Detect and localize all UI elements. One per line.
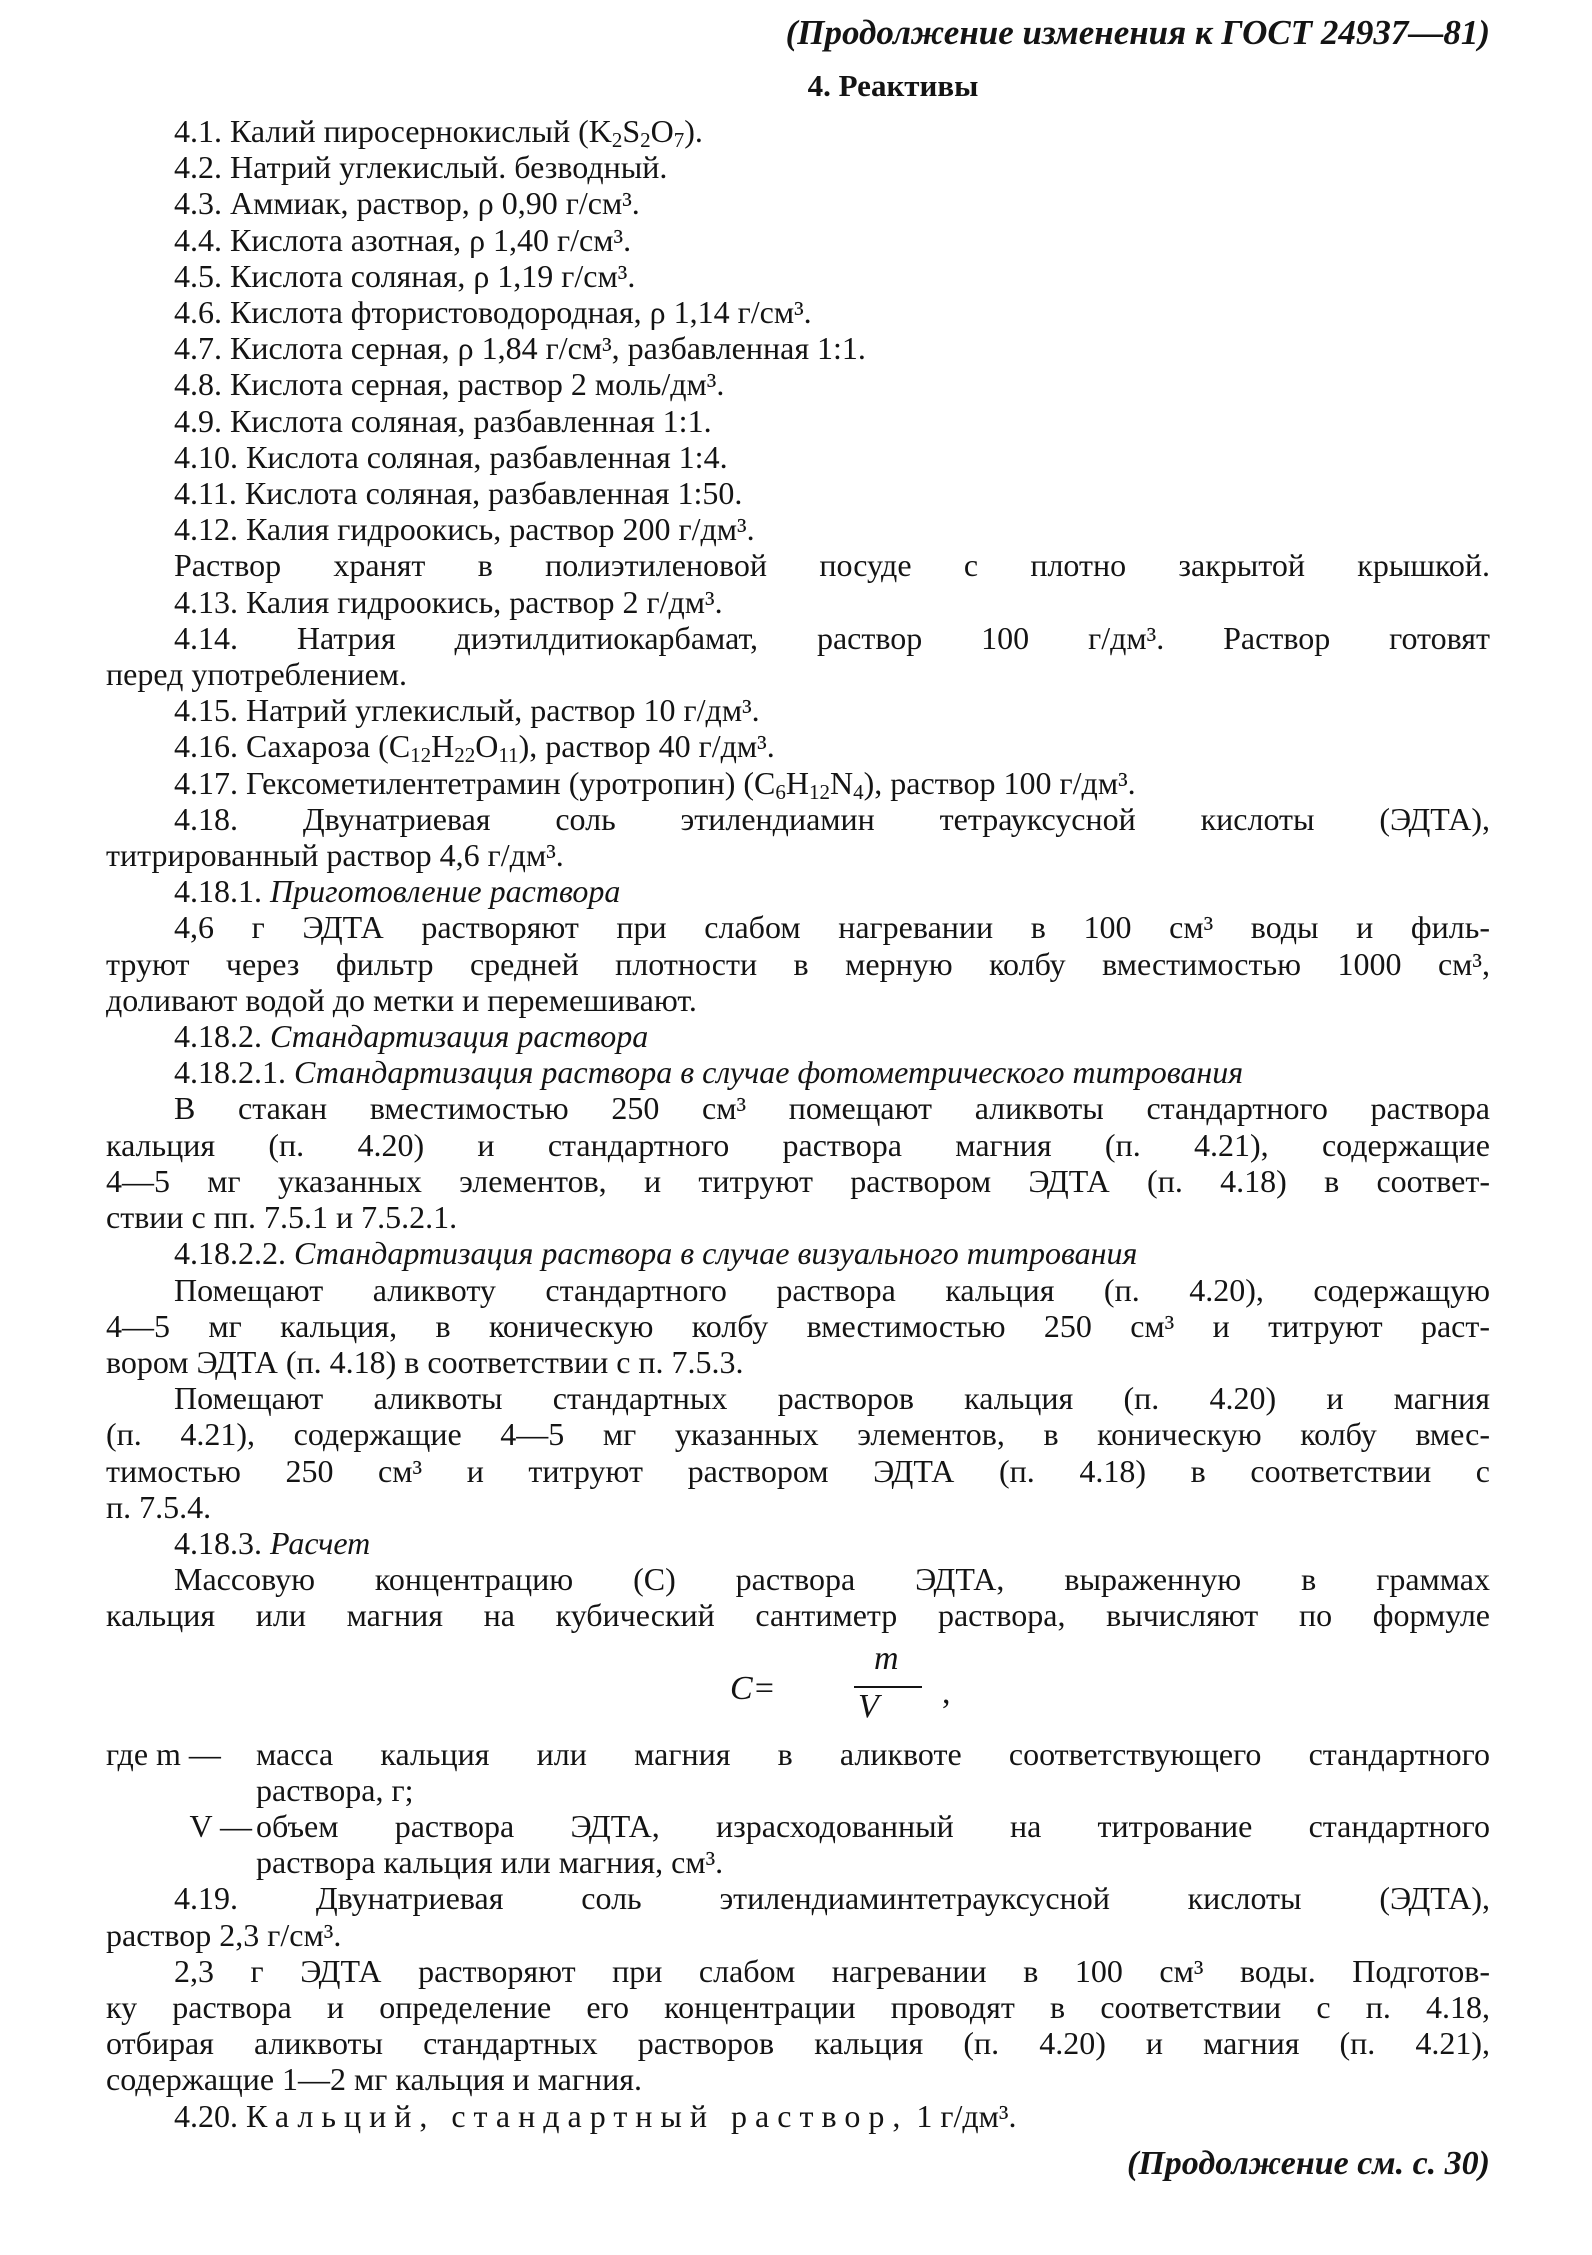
item-4-3: 4.3. Аммиак, раствор, ρ 0,90 г/см³. [174,185,640,222]
item-4-18-2-2-a-line1: Помещают аликвоту стандартного раствора кальция (п. 4.20), содержащую [174,1271,1490,1308]
legend-m [106,1736,1490,1772]
item-4-20: 4.20. Кальций, стандартный раствор, 1 г/дм³. [174,2097,1017,2134]
formula-numerator: m [874,1639,899,1677]
legend-v-label: V — [189,1807,252,1844]
item-4-18-2-heading: 4.18.2. Стандартизация раствора [174,1018,649,1055]
item-4-18-line1: 4.18. Двунатриевая соль этилендиамин тетрауксусной кислоты (ЭДТА), [174,800,1490,837]
item-4-18-1-heading: 4.18.1. Приготовление раствора [174,873,621,910]
formula-lhs: C= [730,1669,776,1707]
item-4-19-line1: 4.19. Двунатриевая соль этилендиаминтетрауксусной кислоты (ЭДТА), [174,1880,1490,1917]
item-4-18-2-1-line2: кальция (п. 4.20) и стандартного раствора магния (п. 4.21), содержащие [106,1126,1490,1163]
item-4-18-3-heading: 4.18.3. Расчет [174,1524,371,1561]
item-4-18-1-line2: труют через фильтр средней плотности в мерную колбу вместимостью 1000 см³, [106,945,1490,982]
item-4-19-para-line4: содержащие 1—2 мг кальция и магния. [106,2061,642,2098]
item-4-12: 4.12. Калия гидроокись, раствор 200 г/дм³. [174,511,755,548]
legend-m-label: где m — [106,1735,221,1772]
item-4-1: 4.1. Калий пиросернокислый $(K_2S_2O_7)$. [174,113,703,152]
item-4-14-line2: перед употреблением. [106,656,408,693]
item-4-19-para-line2: ку раствора и определение его концентрации проводят в соответствии с п. 4.18, [106,1988,1490,2025]
item-4-19-para-line1: 2,3 г ЭДТА растворяют при слабом нагревании в 100 см³ воды. Подготов- [174,1952,1490,1989]
item-4-18-2-2-a-line3: вором ЭДТА (п. 4.18) в соответствии с п. 7.5.3. [106,1343,744,1380]
item-4-17: 4.17. Гексометилентетрамин (уротропин) $(C_6H_{12}N_4)$, раствор 100 г/дм³. [174,764,1136,804]
item-4-18-2-2-b-line1: Помещают аликвоты стандартных растворов кальция (п. 4.20) и магния [174,1380,1490,1417]
document-page [106,8,1490,2184]
item-4-4: 4.4. Кислота азотная, ρ 1,40 г/см³. [174,221,632,258]
item-4-18-2-2-b-line3: тимостью 250 см³ и титруют раствором ЭДТА (п. 4.18) в соответствии с [106,1452,1490,1489]
item-4-12-note: Раствор хранят в полиэтиленовой посуде с плотно закрытой крышкой. [174,547,1490,584]
item-4-18-1-line3: доливают водой до метки и перемешивают. [106,981,697,1018]
item-4-18-2-2-a-line2: 4—5 мг кальция, в коническую колбу вместимостью 250 см³ и титруют раст- [106,1307,1490,1344]
item-4-5: 4.5. Кислота соляная, ρ 1,19 г/см³. [174,257,636,294]
item-4-18-2-2-heading: 4.18.2.2. Стандартизация раствора в случае визуального титрования [174,1235,1138,1272]
item-4-2: 4.2. Натрий углекислый. безводный. [174,149,668,186]
item-4-14-line1: 4.14. Натрия диэтилдитиокарбамат, раствор 100 г/дм³. Раствор готовят [174,619,1490,656]
concentration-formula [106,1638,1490,1736]
page-footer: (Продолжение см. с. 30) [1127,2144,1490,2182]
item-4-11: 4.11. Кислота соляная, разбавленная 1:50. [174,475,743,512]
item-4-18-2-2-b-line2: (п. 4.21), содержащие 4—5 мг указанных элементов, в коническую колбу вмес- [106,1416,1490,1453]
item-4-18-2-1-heading: 4.18.2.1. Стандартизация раствора в случае фотометрического титрования [174,1054,1244,1091]
item-4-19-para-line3: отбирая аликвоты стандартных растворов кальция (п. 4.20) и магния (п. 4.21), [106,2025,1490,2062]
item-4-13: 4.13. Калия гидроокись, раствор 2 г/дм³. [174,583,723,620]
item-4-10: 4.10. Кислота соляная, разбавленная 1:4. [174,438,728,475]
page-header: (Продолжение изменения к ГОСТ 24937—81) [785,13,1490,52]
item-4-18-line2: титрированный раствор 4,6 г/дм³. [106,837,564,874]
legend-v-cont: раствора кальция или магния, см³. [256,1844,724,1881]
item-4-18-2-2-b-line4: п. 7.5.4. [106,1488,212,1525]
item-4-18-2-1-line3: 4—5 мг указанных элементов, и титруют раствором ЭДТА (п. 4.18) в соответ- [106,1162,1490,1199]
formula-legend [106,1736,1490,1881]
item-4-18-2-1-line4: ствии с пп. 7.5.1 и 7.5.2.1. [106,1199,458,1236]
item-4-16: 4.16. Сахароза $(C_{12}H_{22}O_{11})$, раствор 40 г/дм³. [174,728,775,768]
legend-v [106,1808,1490,1844]
item-4-18-2-1-line1: В стакан вместимостью 250 см³ помещают аликвоты стандартного раствора [174,1090,1490,1127]
section-title: 4. Реактивы [807,68,979,103]
formula-denominator: V [858,1687,879,1725]
item-4-18-1-line1: 4,6 г ЭДТА растворяют при слабом нагревании в 100 см³ воды и филь- [174,909,1490,946]
formula-comma: , [942,1673,951,1711]
item-4-8: 4.8. Кислота серная, раствор 2 моль/дм³. [174,366,725,403]
legend-m-text: масса кальция или магния в аликвоте соответствующего стандартного [256,1735,1490,1772]
legend-v-text: объем раствора ЭДТА, израсходованный на титрование стандартного [256,1807,1490,1844]
item-4-15: 4.15. Натрий углекислый, раствор 10 г/дм³. [174,692,760,729]
item-4-18-3-line1: Массовую концентрацию (C) раствора ЭДТА, выраженную в граммах [174,1561,1490,1598]
item-4-18-3-line2: кальция или магния на кубический сантиметр раствора, вычисляют по формуле [106,1597,1490,1634]
legend-m-cont: раствора, г; [256,1771,414,1808]
item-4-6: 4.6. Кислота фтористоводородная, ρ 1,14 г/см³. [174,294,812,331]
item-4-9: 4.9. Кислота соляная, разбавленная 1:1. [174,402,712,439]
item-4-19-line2: раствор 2,3 г/см³. [106,1916,342,1953]
item-4-7: 4.7. Кислота серная, ρ 1,84 г/см³, разбавленная 1:1. [174,330,866,367]
